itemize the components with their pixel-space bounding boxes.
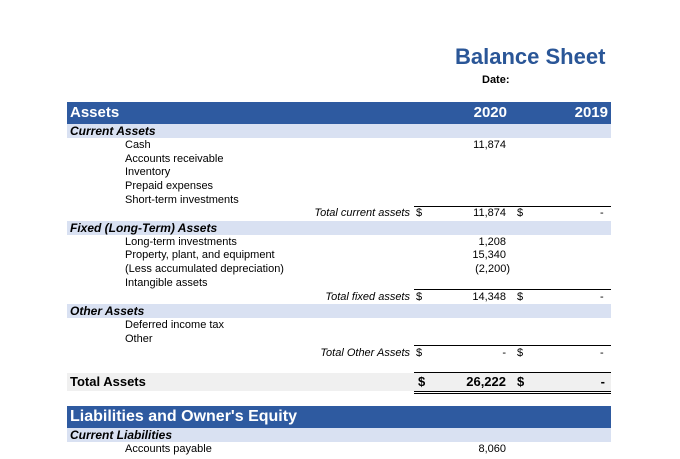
total-current-assets-2019: - [600,207,604,219]
total-other-assets-2020: - [502,347,506,359]
year-2020-header: 2020 [473,104,507,121]
line-item-label: (Less accumulated depreciation) [125,263,284,275]
line-item-label: Intangible assets [125,277,208,289]
line-item-label: Inventory [125,166,171,178]
total-other-assets-label: Total Other Assets [320,347,410,359]
total-other-assets-2019: - [600,347,604,359]
line-item-label: Short-term investments [125,194,239,206]
line-item-value-2020: 11,874 [473,139,506,151]
line-item-value-2020: 1,208 [478,236,506,248]
total-line [414,289,611,290]
current-assets-heading: Current Assets [67,124,611,138]
line-item-value-2020: 8,060 [478,443,506,455]
year-2019-header: 2019 [574,104,608,121]
current-liabilities-heading: Current Liabilities [67,428,611,442]
liabilities-header-bar: Liabilities and Owner's Equity [67,406,611,428]
assets-header-label: Assets [70,104,120,121]
total-fixed-assets-2019: - [600,291,604,303]
line-item-label: Cash [125,139,151,151]
currency-symbol: $ [416,207,423,219]
line-item-label: Other [125,333,153,345]
line-item-value-2020: 15,340 [472,249,506,261]
currency-symbol: $ [517,374,525,389]
other-assets-heading: Other Assets [67,304,611,318]
double-underline [414,391,611,392]
currency-symbol: $ [418,374,426,389]
total-line [414,345,611,346]
line-item-label: Property, plant, and equipment [125,249,275,261]
line-item-label: Accounts receivable [125,153,224,165]
total-fixed-assets-2020: 14,348 [472,291,506,303]
total-line [414,372,611,373]
currency-symbol: $ [517,207,524,219]
currency-symbol: $ [416,347,423,359]
total-assets-2020: 26,222 [466,374,506,389]
sheet-title: Balance Sheet [455,44,606,69]
total-fixed-assets-label: Total fixed assets [325,291,410,303]
currency-symbol: $ [517,291,524,303]
currency-symbol: $ [517,347,524,359]
total-assets-2019: - [600,374,605,389]
line-item-label: Long-term investments [125,236,237,248]
double-underline [414,393,611,394]
fixed-assets-heading: Fixed (Long-Term) Assets [67,221,611,235]
assets-header-bar [67,102,611,124]
line-item-label: Accounts payable [125,443,212,455]
line-item-value-2020: (2,200) [475,263,510,275]
line-item-label: Deferred income tax [125,319,225,331]
currency-symbol: $ [416,291,423,303]
date-label: Date: [482,74,510,86]
total-current-assets-label: Total current assets [314,207,410,219]
total-current-assets-2020: 11,874 [473,207,506,219]
total-assets-label: Total Assets [70,374,146,389]
total-assets-row [67,373,611,391]
line-item-label: Prepaid expenses [125,180,214,192]
